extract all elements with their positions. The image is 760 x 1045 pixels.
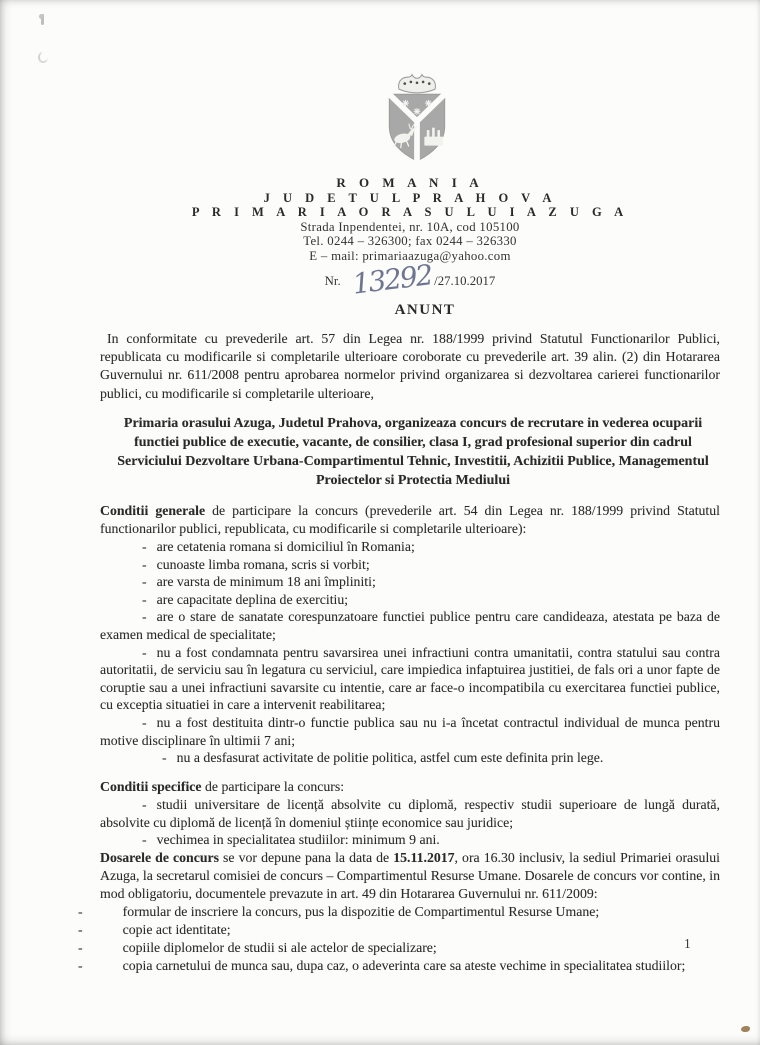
general-conditions-heading-paragraph xyxy=(100,502,720,538)
list-dash: - xyxy=(142,591,147,607)
list-dash: - xyxy=(142,609,147,625)
general-condition-item: - are o stare de sanatate corespunzatoare functiei publice pentru care candideaza, atestata pe baza de examen medical de specialitate; xyxy=(100,609,720,642)
general-condition-item: - nu a desfasurat activitate de politie politica, astfel cum este definita prin lege. xyxy=(162,750,604,766)
list-dash: - xyxy=(142,574,147,590)
list-dash: - xyxy=(142,556,147,572)
announcement-paragraph: Primaria orasului Azuga, Judetul Prahova, organizeaza concurs de recrutare in vederea ocuparii functiei publice de executie, vacante, de consilier, clasa I, grad profesional superior din cadrul Serviciului Dezvoltare Urbana-Compartimentul Tehnic, Investitii, Achizitii Publice, Managementul Proiectelor si Protectia Mediului xyxy=(117,415,709,489)
dossier-paragraph: Dosarele de concurs se vor depune pana la data de 15.11.2017, ora 16.30 inclusiv, la sediul Primariei orasului Azuga, la secretarul comisiei de concurs – Compartimentul Resurse Umane. Dosarele de concurs vor contine, in mod obligatoriu, documentele prevazute in art. 49 din Hotararea Guvernului nr. 611/2009: xyxy=(100,849,721,902)
specific-conditions-heading: Conditii specifice xyxy=(100,778,202,794)
letterhead xyxy=(100,0,720,301)
list-dash: - xyxy=(78,922,83,938)
dossier-document-item: - copiile diplomelor de studii si ale actelor de specializare; xyxy=(78,939,437,955)
specific-conditions-intro: de participare la concurs: xyxy=(201,778,345,794)
scan-artifact-mark xyxy=(38,52,48,63)
dossier-heading: Dosarele de concurs xyxy=(100,849,219,865)
handwritten-registration-number: 13292 xyxy=(350,258,434,301)
list-dash: - xyxy=(142,832,147,848)
letterhead-institution: P R I M A R I A O R A S U L U I A Z U G A xyxy=(191,205,629,220)
registration-date: /27.10.2017 xyxy=(434,274,496,288)
general-condition-item: - are varsta de minimum 18 ani împliniti; xyxy=(142,574,376,590)
registration-line xyxy=(100,258,720,301)
page-number: 1 xyxy=(684,936,691,951)
letterhead-address: Strada Inpendentei, nr. 10A, cod 105100 xyxy=(300,219,520,234)
crown-icon xyxy=(398,75,435,93)
general-conditions-heading: Conditii generale xyxy=(100,502,206,518)
general-condition-item: - nu a fost destituita dintr-o functie publica sau nu i-a încetat contractul individual de munca pentru motive disciplinare în ultimii 7 ani; xyxy=(100,714,720,748)
coat-of-arms-icon xyxy=(368,72,466,172)
dossier-deadline-date: 15.11.2017 xyxy=(393,849,455,865)
scan-artifact-mark xyxy=(41,14,44,25)
letterhead-county: J U D E T U L P R A H O V A xyxy=(263,190,557,205)
general-conditions-intro: de participare la concurs (prevederile art. 54 din Legea nr. 188/1999 privind Statutul functionarilor publici, republicata, cu modificarile si completarile ulterioare): xyxy=(100,502,720,536)
list-dash: - xyxy=(142,714,147,730)
dossier-document-item: - formular de inscriere la concurs, pus la dispozitie de Compartimentul Resurse Umane; xyxy=(78,904,600,920)
list-dash: - xyxy=(142,644,147,660)
list-dash: - xyxy=(162,750,167,766)
letterhead-email: E – mail: primariaazuga@yahoo.com xyxy=(309,248,511,263)
list-dash: - xyxy=(78,939,83,955)
list-dash: - xyxy=(78,904,83,920)
document-title: ANUNT xyxy=(394,302,456,318)
list-dash: - xyxy=(142,796,147,812)
general-condition-item: - cunoaste limba romana, scris si vorbit; xyxy=(142,556,370,572)
general-condition-item: - are capacitate deplina de exercitiu; xyxy=(142,591,349,607)
scan-speck xyxy=(741,1026,750,1032)
list-dash: - xyxy=(142,539,147,555)
general-condition-item: - nu a fost condamnata pentru savarsirea unei infractiuni contra umanitatii, contra statului sau contra autoritatii, de serviciu sau în legatura cu serviciul, care impiedica infaptuirea justitiei, de fals ori a unor fapte de coruptie sau a unei infractiuni savarsite cu intentie, care ar face-o incompatibila cu exercitarea functiei publice, cu exceptia situatiei in care a intervenit reabilitarea; xyxy=(100,644,720,713)
letterhead-phone: Tel. 0244 – 326300; fax 0244 – 326330 xyxy=(303,234,517,249)
dossier-document-item: - copia carnetului de munca sau, dupa caz, o adeverinta care sa ateste vechime in specialitatea studiilor; xyxy=(78,957,686,973)
general-condition-item: - are cetatenia romana si domiciliul în Romania; xyxy=(142,539,415,555)
specific-conditions-heading-paragraph xyxy=(100,778,720,796)
letterhead-country: R O M A N I A xyxy=(336,175,484,190)
intro-paragraph: In conformitate cu prevederile art. 57 din Legea nr. 188/1999 privind Statutul Functionarilor Publici, republicata cu modificarile si completarile ulterioare coroborate cu prevederile art. 39 alin. (2) din Hotararea Guvernului nr. 611/2008 pentru aprobarea normelor privind organizarea si dezvoltarea carierei functionarilor publici, cu modificarile si completarile ulterioare, xyxy=(100,331,720,401)
specific-condition-item: - vechimea in specialitatea studiilor: minimum 9 ani. xyxy=(142,832,440,848)
specific-condition-item: - studii universitare de licență absolvite cu diplomă, respectiv studii superioare de lungă durată, absolvite cu diplomă de licență în domeniul științe economice sau juridice; xyxy=(100,796,720,830)
dossier-document-item: - copie act identitate; xyxy=(78,922,231,938)
registration-label: Nr. xyxy=(324,274,341,288)
list-dash: - xyxy=(78,957,83,973)
